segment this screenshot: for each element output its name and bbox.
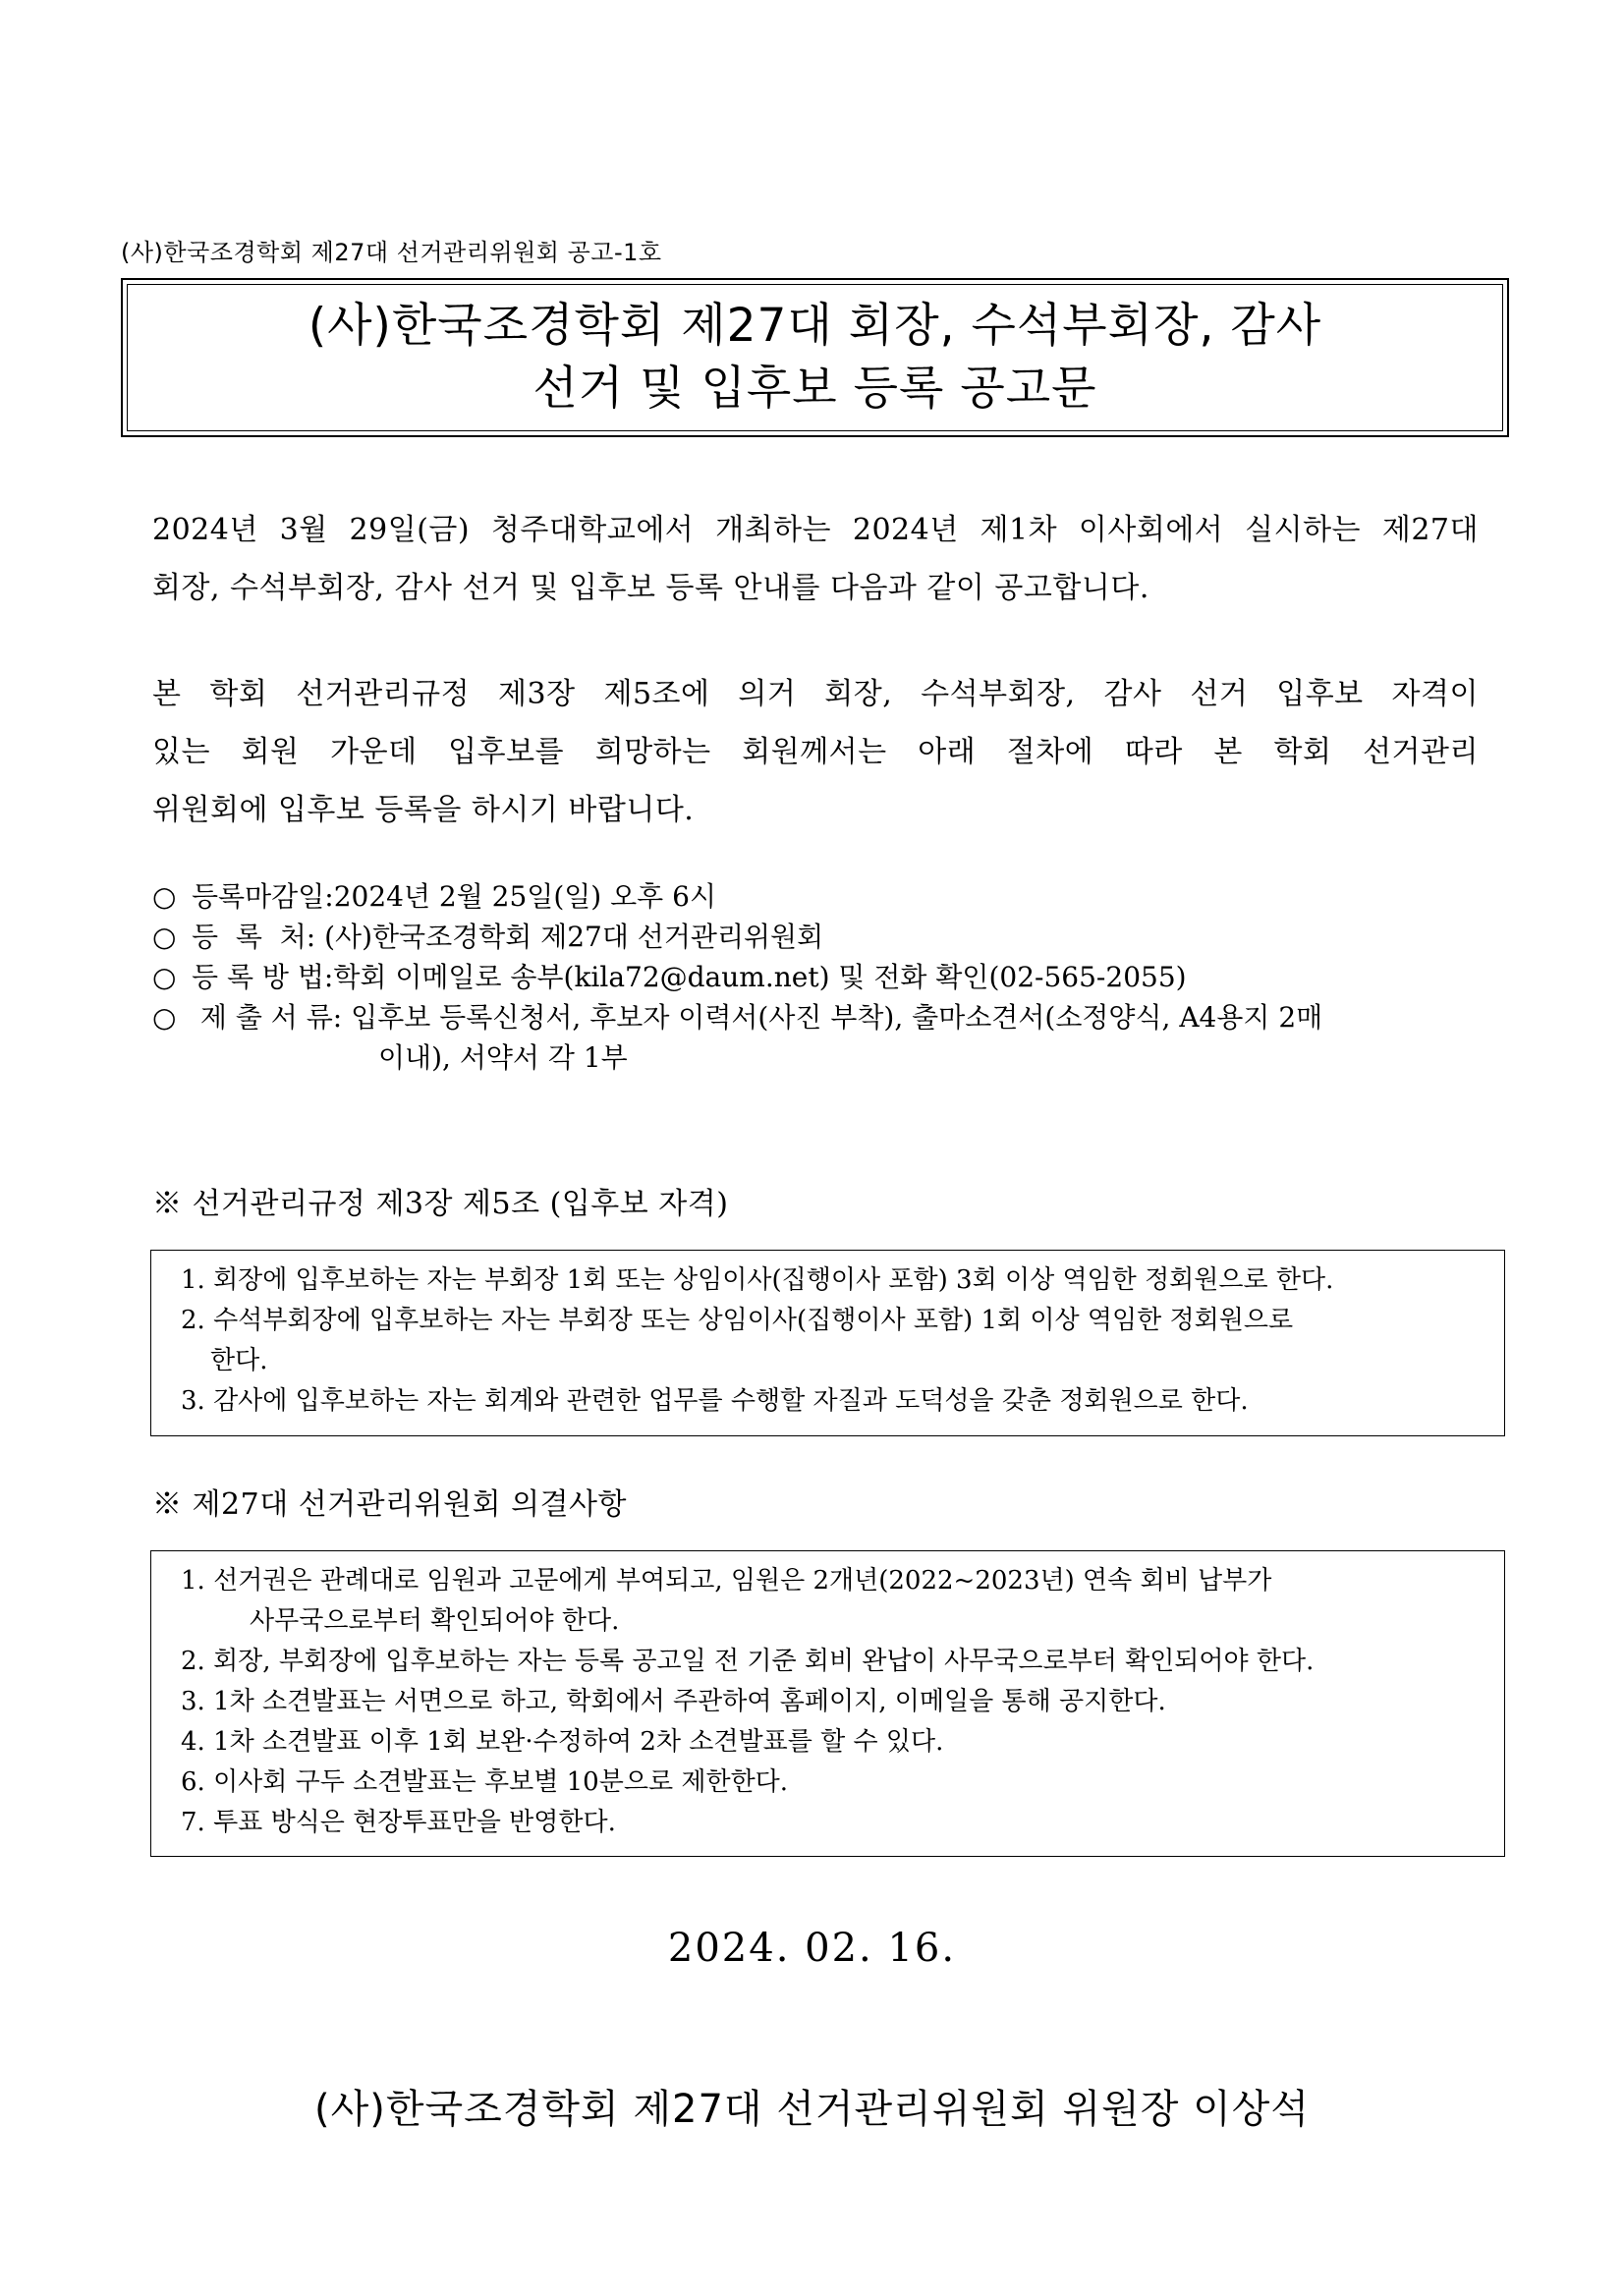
eligibility-item [181,1301,1481,1381]
resolution-item [181,1561,1481,1642]
info-value: (사)한국조경학회 제27대 선거관리위원회 [324,921,824,953]
resolutions-box [150,1550,1505,1857]
resolution-item-continued: 사무국으로부터 확인되어야 한다. [250,1606,620,1636]
registration-method [152,957,1488,997]
registration-documents [152,997,1488,1037]
intro-paragraph-2 [152,665,1479,839]
title-box-inner [127,284,1503,431]
info-label: 제 출 서 류: [192,1001,352,1034]
registration-deadline [152,876,1488,917]
resolution-item-text: 1. 선거권은 관례대로 임원과 고문에게 부여되고, 임원은 2개년(2022~2023년) 연속 회비 납부가 [181,1566,1272,1596]
notice-date: 2024. 02. 16. [667,1926,957,1971]
circle-bullet-icon: ○ [152,961,177,993]
eligibility-item: 1. 회장에 입후보하는 자는 부회장 1회 또는 상임이사(집행이사 포함) 3회 이상 역임한 정회원으로 한다. [181,1265,1334,1295]
circle-bullet-icon: ○ [152,1001,177,1034]
paragraph-line: 위원회에 입후보 등록을 하시기 바랍니다. [152,793,695,827]
resolution-item: 7. 투표 방식은 현장투표만을 반영한다. [181,1808,616,1837]
info-value: 입후보 등록신청서, 후보자 이력서(사진 부착), 출마소견서(소정양식, A4용지 2매 [351,1001,1323,1034]
registration-info [152,876,1488,1078]
notice-number: (사)한국조경학회 제27대 선거관리위원회 공고-1호 [121,239,662,266]
intro-paragraph-1 [152,501,1479,617]
paragraph-line: 본 학회 선거관리규정 제3장 제5조에 의거 회장, 수석부회장, 감사 선거 입후보 자격이 [152,677,1479,711]
document-title-line1: (사)한국조경학회 제27대 회장, 수석부회장, 감사 [308,299,1322,353]
document-title-line2: 선거 및 입후보 등록 공고문 [532,362,1097,416]
circle-bullet-icon: ○ [152,921,177,953]
info-label: 등 록 처: [192,921,325,953]
eligibility-item-continued: 한다. [210,1346,268,1375]
registration-documents-continued: 이내), 서약서 각 1부 [378,1041,628,1074]
paragraph-line: 회장, 수석부회장, 감사 선거 및 입후보 등록 안내를 다음과 같이 공고합니다. [152,571,1149,605]
eligibility-heading: ※ 선거관리규정 제3장 제5조 (입후보 자격) [152,1187,729,1221]
circle-bullet-icon: ○ [152,880,177,913]
info-value: 2024년 2월 25일(일) 오후 6시 [333,880,716,913]
info-value: 학회 이메일로 송부(kila72@daum.net) 및 전화 확인(02-565-2055) [333,961,1187,993]
paragraph-line: 있는 회원 가운데 입후보를 희망하는 회원께서는 아래 절차에 따라 본 학회 선거관리 [152,735,1479,769]
resolution-item: 6. 이사회 구두 소견발표는 후보별 10분으로 제한한다. [181,1767,789,1797]
eligibility-item-text: 2. 수석부회장에 입후보하는 자는 부회장 또는 상임이사(집행이사 포함) 1회 이상 역임한 정회원으로 [181,1306,1294,1335]
info-label: 등록마감일: [192,880,334,913]
title-box [121,278,1509,437]
resolutions-heading: ※ 제27대 선거관리위원회 의결사항 [152,1487,628,1522]
signer: (사)한국조경학회 제27대 선거관리위원회 위원장 이상석 [313,2087,1311,2132]
eligibility-item: 3. 감사에 입후보하는 자는 회계와 관련한 업무를 수행할 자질과 도덕성을 갖춘 정회원으로 한다. [181,1386,1249,1416]
eligibility-box [150,1250,1505,1436]
paragraph-line: 2024년 3월 29일(금) 청주대학교에서 개최하는 2024년 제1차 이사회에서 실시하는 제27대 [152,513,1479,547]
registration-place [152,917,1488,957]
resolution-item: 2. 회장, 부회장에 입후보하는 자는 등록 공고일 전 기준 회비 완납이 사무국으로부터 확인되어야 한다. [181,1647,1315,1676]
info-label: 등 록 방 법: [192,961,334,993]
resolution-item: 4. 1차 소견발표 이후 1회 보완·수정하여 2차 소견발표를 할 수 있다. [181,1727,944,1757]
resolution-item: 3. 1차 소견발표는 서면으로 하고, 학회에서 주관하여 홈페이지, 이메일을 통해 공지한다. [181,1687,1166,1716]
